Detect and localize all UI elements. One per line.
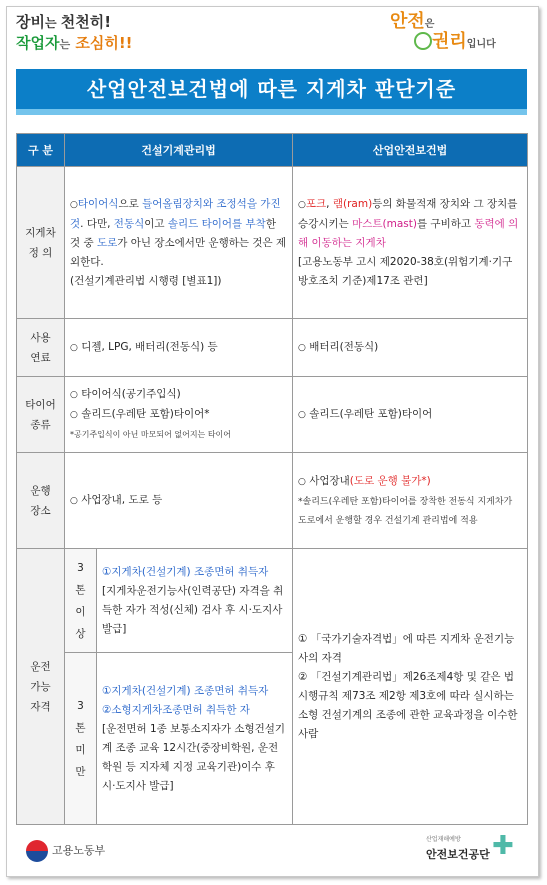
def-text: 가 아닌 장소에서만 운행하는 것은 제외한다. — [70, 236, 287, 268]
footnote: *솔리드(우레탄 포함)타이어를 장착한 전동식 지게차가 도로에서 운행할 경우 건설기계 관리법에 적용 — [298, 496, 513, 526]
def-text: 들어올림장치와 조정석을 가진 것 — [70, 197, 281, 230]
place-safety — [293, 453, 528, 549]
header-category: 구 분 — [17, 134, 65, 167]
bullet-icon: ○ — [70, 342, 78, 353]
place-construction — [65, 453, 293, 549]
table-row — [17, 549, 528, 653]
cell-text: 「건설기계관리법」제26조제4항 및 같은 법 시행규칙 제73조 제2항 제3호에 따라 실시하는 소형 건설기계의 조종에 관한 교육과정을 이수한 사람 — [298, 670, 518, 740]
cell-text: 사업장내 — [309, 474, 350, 487]
def-source: [고용노동부 고시 제2020-38호(위험기계·기구 방호조치 기준)제17조 관련] — [298, 255, 513, 287]
def-text: 한 것 중 — [70, 217, 276, 249]
table-row — [17, 167, 528, 319]
label-text: 운행 장소 — [30, 484, 51, 517]
label-text: 운전 가능 자격 — [30, 660, 51, 713]
brand-logo — [384, 12, 524, 52]
def-text: 포크 — [305, 197, 327, 210]
qual-over-3t — [97, 549, 293, 653]
cell-text: 솔리드(우레탄 포함)타이어 — [309, 407, 433, 420]
def-text: 전동식 — [113, 217, 145, 230]
bullet-icon: ○ — [70, 199, 78, 210]
def-text: 으로 — [118, 197, 143, 210]
def-text: 도로 — [96, 236, 118, 249]
kosha-tagline: 산업재해예방 — [426, 836, 461, 843]
item-number: ② — [298, 670, 308, 683]
def-text: 등의 화물적재 장치와 그 장치를 승강시키는 — [298, 197, 518, 230]
sub-label — [65, 653, 97, 825]
def-text: 솔리드 타이어를 부착 — [167, 217, 266, 230]
kosha-cross-icon: ✚ — [492, 831, 514, 861]
def-text: 동력에 의해 이동하는 지게차 — [298, 217, 519, 249]
item-number: ① — [298, 632, 308, 645]
cell-text: ①지게차(건설기계) 조종면허 취득자 — [102, 565, 269, 578]
row-label — [17, 453, 65, 549]
definition-safety — [293, 167, 528, 319]
cell-text: ①지게차(건설기계) 조종면허 취득자 — [102, 684, 269, 697]
header-safety-act: 산업안전보건법 — [293, 134, 528, 167]
brand-text: 은 — [424, 19, 435, 30]
row-label — [17, 167, 65, 319]
label-text: 사용 연료 — [30, 331, 51, 364]
fuel-construction — [65, 319, 293, 377]
slogan-word: 조심히!! — [75, 34, 133, 52]
slogan-word: 천천히! — [60, 13, 112, 31]
page-title-banner — [16, 69, 527, 115]
label-text: 3 톤 이 상 — [75, 561, 86, 640]
brand-text: 안전 — [390, 11, 425, 32]
cell-text: [지게차운전기능사(인력공단) 자격을 취득한 자가 적성(신체) 검사 후 시·도지사 발급] — [102, 584, 284, 635]
label-text: 3 톤 미 만 — [75, 699, 86, 778]
slogan-word: 작업자 — [16, 34, 60, 52]
kosha-name: 안전보건공단 — [426, 848, 490, 861]
slogan — [16, 12, 133, 55]
slogan-particle: 는 — [59, 38, 71, 51]
def-text: 타이어식 — [77, 197, 119, 210]
table-header-row — [17, 134, 528, 167]
slogan-particle: 는 — [44, 16, 57, 30]
bullet-icon: ○ — [70, 390, 78, 400]
def-text: 마스트(mast) — [352, 217, 417, 230]
ministry-name: 고용노동부 — [52, 844, 106, 857]
comparison-table — [16, 133, 528, 825]
row-label — [17, 377, 65, 453]
cell-text: ②소형지게차조종면허 취득한 자 — [102, 703, 250, 716]
fuel-safety — [293, 319, 528, 377]
bullet-icon: ○ — [70, 410, 78, 420]
header-construction-act: 건설기계관리법 — [65, 134, 293, 167]
cell-text: 「국가기술자격법」에 따른 지게차 운전기능사의 자격 — [298, 632, 515, 664]
def-text: , — [326, 197, 333, 210]
brand-text: 입니다 — [466, 39, 496, 50]
bullet-icon: ○ — [298, 342, 306, 353]
page-title: 산업안전보건법에 따른 지게차 판단기준 — [86, 77, 457, 101]
brand-text: 권리 — [432, 31, 467, 52]
cell-text: 타이어식(공기주입식) — [81, 388, 181, 400]
def-text: 램(ram) — [332, 197, 373, 210]
bullet-icon: ○ — [70, 495, 78, 506]
kosha-logo — [420, 832, 530, 864]
brand-circle-icon — [414, 32, 432, 50]
table-row — [17, 319, 528, 377]
cell-text: (도로 운행 불가*) — [349, 474, 431, 487]
tire-construction — [65, 377, 293, 453]
def-text: 를 구비하고 — [416, 217, 475, 230]
cell-text: [운전면허 1종 보통소지자가 소형건설기계 조종 교육 12시간(중장비학원, 운전학원 등 지자체 지정 교육기관)이수 후 시·도지사 발급] — [102, 722, 286, 792]
def-text: . 다만, — [80, 217, 114, 230]
tire-safety — [293, 377, 528, 453]
ministry-logo — [26, 840, 105, 862]
cell-text: 배터리(전동식) — [309, 340, 379, 353]
label-text: 지게차 정 의 — [25, 226, 56, 259]
taegeuk-icon — [26, 840, 48, 862]
row-label — [17, 319, 65, 377]
row-label — [17, 549, 65, 825]
label-text: 타이어 종류 — [25, 398, 56, 431]
table-row — [17, 453, 528, 549]
bullet-icon: ○ — [298, 199, 306, 210]
qual-under-3t — [97, 653, 293, 825]
sub-label — [65, 549, 97, 653]
slogan-word: 장비 — [16, 13, 45, 31]
table-row — [17, 377, 528, 453]
def-text: 이고 — [144, 217, 168, 230]
qual-safety — [293, 549, 528, 825]
footnote: *공기주입식이 아닌 마모되어 없어지는 타이어 — [70, 430, 232, 439]
bullet-icon: ○ — [298, 409, 306, 420]
cell-text: 솔리드(우레탄 포함)타이어* — [81, 408, 210, 420]
definition-construction — [65, 167, 293, 319]
cell-text: 사업장내, 도로 등 — [81, 493, 163, 506]
bullet-icon: ○ — [298, 476, 306, 487]
def-source: (건설기계관리법 시행령 [별표1]) — [70, 274, 222, 287]
cell-text: 디젤, LPG, 배터리(전동식) 등 — [81, 340, 218, 353]
